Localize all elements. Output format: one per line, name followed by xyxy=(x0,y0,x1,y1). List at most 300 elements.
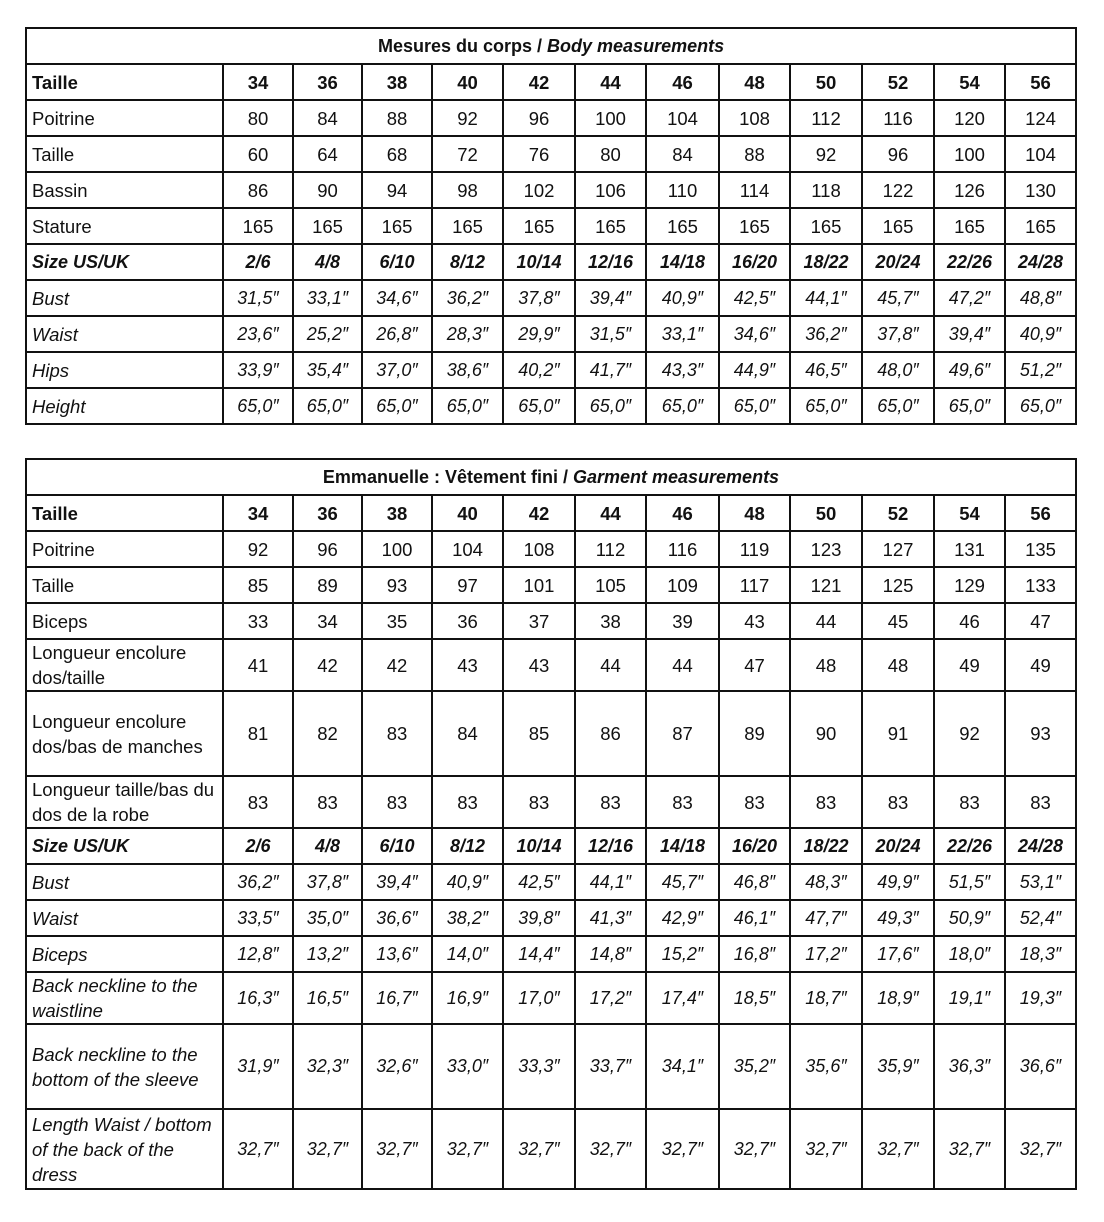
table-cell: 165 xyxy=(934,208,1005,244)
table-cell: 32,7″ xyxy=(362,1109,432,1189)
table-cell: 82 xyxy=(293,691,362,776)
table-cell: 18/22 xyxy=(790,828,862,864)
table-cell: 100 xyxy=(362,531,432,567)
table-cell: 86 xyxy=(223,172,293,208)
table-cell: 23,6″ xyxy=(223,316,293,352)
table-cell: 2/6 xyxy=(223,244,293,280)
table-cell: 97 xyxy=(432,567,503,603)
table-cell: 84 xyxy=(293,100,362,136)
table-cell: 32,7″ xyxy=(293,1109,362,1189)
table-cell: 12/16 xyxy=(575,244,646,280)
table-cell: 20/24 xyxy=(862,828,934,864)
table-cell: 92 xyxy=(432,100,503,136)
table-cell: 165 xyxy=(646,208,719,244)
body-table-title xyxy=(26,28,1076,64)
table-cell: 104 xyxy=(432,531,503,567)
table-cell: 165 xyxy=(1005,208,1076,244)
row-label-stature: Stature xyxy=(26,208,223,244)
table-cell: 84 xyxy=(432,691,503,776)
table-cell: 50 xyxy=(790,495,862,531)
table-cell: 34 xyxy=(223,495,293,531)
table-cell: 32,7″ xyxy=(1005,1109,1076,1189)
table-cell: 42 xyxy=(293,639,362,691)
table-cell: 101 xyxy=(503,567,575,603)
table-cell: 39,4″ xyxy=(934,316,1005,352)
table-row xyxy=(26,64,1076,100)
table-cell: 83 xyxy=(293,776,362,828)
table-cell: 38,2″ xyxy=(432,900,503,936)
table-cell: 104 xyxy=(646,100,719,136)
table-cell: 94 xyxy=(362,172,432,208)
table-cell: 135 xyxy=(1005,531,1076,567)
table-cell: 40,2″ xyxy=(503,352,575,388)
table-cell: 51,2″ xyxy=(1005,352,1076,388)
table-cell: 15,2″ xyxy=(646,936,719,972)
table-cell: 24/28 xyxy=(1005,828,1076,864)
table-cell: 34,1″ xyxy=(646,1024,719,1109)
table-cell: 112 xyxy=(575,531,646,567)
table-cell: 80 xyxy=(575,136,646,172)
table-cell: 8/12 xyxy=(432,244,503,280)
table-cell: 40 xyxy=(432,495,503,531)
table-cell: 84 xyxy=(646,136,719,172)
table-cell: 106 xyxy=(575,172,646,208)
table-cell: 36,6″ xyxy=(362,900,432,936)
table-cell: 14/18 xyxy=(646,244,719,280)
table-cell: 48 xyxy=(719,495,790,531)
table-cell: 65,0″ xyxy=(362,388,432,424)
table-cell: 41,7″ xyxy=(575,352,646,388)
table-cell: 54 xyxy=(934,64,1005,100)
table-cell: 165 xyxy=(432,208,503,244)
table-cell: 49 xyxy=(934,639,1005,691)
table-cell: 165 xyxy=(223,208,293,244)
table-cell: 83 xyxy=(719,776,790,828)
table-cell: 33,7″ xyxy=(575,1024,646,1109)
table-cell: 88 xyxy=(719,136,790,172)
table-cell: 50 xyxy=(790,64,862,100)
table-cell: 31,5″ xyxy=(575,316,646,352)
table-cell: 116 xyxy=(862,100,934,136)
table-row xyxy=(26,1024,1076,1109)
table-cell: 54 xyxy=(934,495,1005,531)
table-cell: 37,8″ xyxy=(293,864,362,900)
table-cell: 50,9″ xyxy=(934,900,1005,936)
table-cell: 51,5″ xyxy=(934,864,1005,900)
table-cell: 83 xyxy=(362,776,432,828)
table-cell: 37,8″ xyxy=(862,316,934,352)
table-cell: 45 xyxy=(862,603,934,639)
table-cell: 80 xyxy=(223,100,293,136)
table-row xyxy=(26,691,1076,776)
table-cell: 83 xyxy=(862,776,934,828)
row-label-bassin: Bassin xyxy=(26,172,223,208)
table-row xyxy=(26,531,1076,567)
table-cell: 93 xyxy=(1005,691,1076,776)
table-cell: 32,7″ xyxy=(790,1109,862,1189)
table-cell: 33,1″ xyxy=(293,280,362,316)
table-cell: 65,0″ xyxy=(293,388,362,424)
table-cell: 49,9″ xyxy=(862,864,934,900)
table-cell: 83 xyxy=(646,776,719,828)
table-cell: 53,1″ xyxy=(1005,864,1076,900)
table-cell: 36,2″ xyxy=(790,316,862,352)
table-cell: 165 xyxy=(362,208,432,244)
table-cell: 52 xyxy=(862,64,934,100)
table-cell: 45,7″ xyxy=(862,280,934,316)
table-cell: 93 xyxy=(362,567,432,603)
table-cell: 42,5″ xyxy=(719,280,790,316)
table-cell: 165 xyxy=(575,208,646,244)
table-row xyxy=(26,388,1076,424)
table-cell: 43 xyxy=(503,639,575,691)
table-cell: 32,7″ xyxy=(646,1109,719,1189)
table-cell: 33,0″ xyxy=(432,1024,503,1109)
table-cell: 46,5″ xyxy=(790,352,862,388)
table-cell: 35,6″ xyxy=(790,1024,862,1109)
table-row xyxy=(26,864,1076,900)
table-cell: 16,5″ xyxy=(293,972,362,1024)
row-label-bust: Bust xyxy=(26,864,223,900)
table-cell: 41 xyxy=(223,639,293,691)
table-cell: 49 xyxy=(1005,639,1076,691)
table-cell: 10/14 xyxy=(503,244,575,280)
garment-table-title xyxy=(26,459,1076,495)
table-cell: 43,3″ xyxy=(646,352,719,388)
row-label-poitrine: Poitrine xyxy=(26,531,223,567)
row-label-longueur-taille-bas-du-dos-de-la-robe: Longueur taille/bas du dos de la robe xyxy=(26,776,223,828)
row-label-longueur-encolure-dos-bas-de-manches: Longueur encolure dos/bas de manches xyxy=(26,691,223,776)
table-cell: 33,1″ xyxy=(646,316,719,352)
table-cell: 22/26 xyxy=(934,244,1005,280)
table-cell: 40 xyxy=(432,64,503,100)
table-cell: 44 xyxy=(790,603,862,639)
table-cell: 105 xyxy=(575,567,646,603)
table-cell: 92 xyxy=(790,136,862,172)
table-cell: 17,4″ xyxy=(646,972,719,1024)
table-cell: 85 xyxy=(223,567,293,603)
table-cell: 125 xyxy=(862,567,934,603)
table-cell: 165 xyxy=(862,208,934,244)
table-cell: 117 xyxy=(719,567,790,603)
table-cell: 8/12 xyxy=(432,828,503,864)
table-cell: 83 xyxy=(934,776,1005,828)
table-cell: 65,0″ xyxy=(790,388,862,424)
table-cell: 18/22 xyxy=(790,244,862,280)
table-cell: 44,1″ xyxy=(575,864,646,900)
table-row xyxy=(26,567,1076,603)
body-measurements-body xyxy=(26,28,1076,424)
table-cell: 46 xyxy=(646,495,719,531)
table-cell: 20/24 xyxy=(862,244,934,280)
table-cell: 14,8″ xyxy=(575,936,646,972)
table-cell: 12,8″ xyxy=(223,936,293,972)
row-label-size-us-uk: Size US/UK xyxy=(26,244,223,280)
table-cell: 114 xyxy=(719,172,790,208)
table-cell: 47 xyxy=(1005,603,1076,639)
table-cell: 87 xyxy=(646,691,719,776)
table-row xyxy=(26,495,1076,531)
title-en: Body measurements xyxy=(547,35,725,56)
row-label-biceps: Biceps xyxy=(26,603,223,639)
table-cell: 35,2″ xyxy=(719,1024,790,1109)
table-cell: 76 xyxy=(503,136,575,172)
table-cell: 165 xyxy=(719,208,790,244)
table-cell: 46,8″ xyxy=(719,864,790,900)
table-row xyxy=(26,639,1076,691)
row-label-taille: Taille xyxy=(26,136,223,172)
table-cell: 16,8″ xyxy=(719,936,790,972)
table-cell: 48 xyxy=(862,639,934,691)
table-cell: 108 xyxy=(503,531,575,567)
table-cell: 33,5″ xyxy=(223,900,293,936)
table-cell: 44 xyxy=(575,639,646,691)
table-cell: 24/28 xyxy=(1005,244,1076,280)
table-cell: 31,9″ xyxy=(223,1024,293,1109)
table-cell: 65,0″ xyxy=(862,388,934,424)
table-cell: 4/8 xyxy=(293,828,362,864)
table-cell: 18,3″ xyxy=(1005,936,1076,972)
table-cell: 40,9″ xyxy=(646,280,719,316)
table-cell: 131 xyxy=(934,531,1005,567)
table-cell: 110 xyxy=(646,172,719,208)
table-cell: 52,4″ xyxy=(1005,900,1076,936)
table-cell: 41,3″ xyxy=(575,900,646,936)
table-cell: 18,5″ xyxy=(719,972,790,1024)
table-cell: 130 xyxy=(1005,172,1076,208)
table-cell: 17,2″ xyxy=(790,936,862,972)
table-cell: 116 xyxy=(646,531,719,567)
table-row xyxy=(26,900,1076,936)
table-cell: 121 xyxy=(790,567,862,603)
table-row xyxy=(26,603,1076,639)
table-cell: 32,3″ xyxy=(293,1024,362,1109)
table-cell: 48,3″ xyxy=(790,864,862,900)
table-cell: 39 xyxy=(646,603,719,639)
body-measurements-table xyxy=(25,27,1077,425)
title-en: Garment measurements xyxy=(572,466,780,487)
table-cell: 38 xyxy=(362,495,432,531)
table-cell: 22/26 xyxy=(934,828,1005,864)
table-cell: 31,5″ xyxy=(223,280,293,316)
table-cell: 56 xyxy=(1005,64,1076,100)
table-cell: 91 xyxy=(862,691,934,776)
table-cell: 39,4″ xyxy=(575,280,646,316)
table-cell: 118 xyxy=(790,172,862,208)
table-cell: 16/20 xyxy=(719,244,790,280)
row-label-back-neckline-to-the-bottom-of-the-sleeve: Back neckline to the bottom of the sleeve xyxy=(26,1024,223,1109)
table-cell: 65,0″ xyxy=(934,388,1005,424)
table-cell: 10/14 xyxy=(503,828,575,864)
table-cell: 52 xyxy=(862,495,934,531)
table-row xyxy=(26,972,1076,1024)
table-cell: 92 xyxy=(934,691,1005,776)
table-cell: 83 xyxy=(790,776,862,828)
table-cell: 32,7″ xyxy=(934,1109,1005,1189)
table-cell: 2/6 xyxy=(223,828,293,864)
row-label-waist: Waist xyxy=(26,900,223,936)
table-cell: 96 xyxy=(503,100,575,136)
table-cell: 19,3″ xyxy=(1005,972,1076,1024)
row-label-hips: Hips xyxy=(26,352,223,388)
table-cell: 43 xyxy=(719,603,790,639)
table-cell: 43 xyxy=(432,639,503,691)
table-cell: 83 xyxy=(432,776,503,828)
table-cell: 65,0″ xyxy=(719,388,790,424)
table-cell: 81 xyxy=(223,691,293,776)
table-cell: 32,7″ xyxy=(503,1109,575,1189)
table-cell: 100 xyxy=(575,100,646,136)
row-label-height: Height xyxy=(26,388,223,424)
table-cell: 65,0″ xyxy=(503,388,575,424)
table-cell: 42 xyxy=(503,495,575,531)
table-cell: 56 xyxy=(1005,495,1076,531)
table-cell: 16,7″ xyxy=(362,972,432,1024)
row-label-poitrine: Poitrine xyxy=(26,100,223,136)
table-cell: 64 xyxy=(293,136,362,172)
table-cell: 46,1″ xyxy=(719,900,790,936)
table-cell: 32,7″ xyxy=(719,1109,790,1189)
table-cell: 48 xyxy=(719,64,790,100)
table-cell: 33,9″ xyxy=(223,352,293,388)
garment-measurements-body xyxy=(26,459,1076,1189)
table-cell: 18,9″ xyxy=(862,972,934,1024)
table-row xyxy=(26,172,1076,208)
table-cell: 28,3″ xyxy=(432,316,503,352)
table-cell: 90 xyxy=(293,172,362,208)
table-cell: 4/8 xyxy=(293,244,362,280)
table-cell: 33,3″ xyxy=(503,1024,575,1109)
table-cell: 12/16 xyxy=(575,828,646,864)
table-cell: 47,2″ xyxy=(934,280,1005,316)
table-title-row xyxy=(26,459,1076,495)
table-cell: 13,2″ xyxy=(293,936,362,972)
title-fr: Emmanuelle : Vêtement fini / xyxy=(322,466,573,487)
table-cell: 40,9″ xyxy=(432,864,503,900)
table-cell: 32,6″ xyxy=(362,1024,432,1109)
table-cell: 65,0″ xyxy=(646,388,719,424)
row-label-biceps: Biceps xyxy=(26,936,223,972)
table-cell: 44,9″ xyxy=(719,352,790,388)
table-cell: 16,3″ xyxy=(223,972,293,1024)
table-cell: 42,9″ xyxy=(646,900,719,936)
table-cell: 42 xyxy=(503,64,575,100)
table-row xyxy=(26,776,1076,828)
table-cell: 36 xyxy=(432,603,503,639)
table-cell: 48,0″ xyxy=(862,352,934,388)
table-cell: 44 xyxy=(646,639,719,691)
table-cell: 36,2″ xyxy=(223,864,293,900)
table-cell: 100 xyxy=(934,136,1005,172)
table-row xyxy=(26,136,1076,172)
table-cell: 36,2″ xyxy=(432,280,503,316)
row-label-bust: Bust xyxy=(26,280,223,316)
table-cell: 123 xyxy=(790,531,862,567)
table-cell: 34 xyxy=(223,64,293,100)
row-label-taille: Taille xyxy=(26,567,223,603)
table-cell: 37,8″ xyxy=(503,280,575,316)
table-cell: 18,0″ xyxy=(934,936,1005,972)
table-cell: 29,9″ xyxy=(503,316,575,352)
table-cell: 119 xyxy=(719,531,790,567)
table-cell: 83 xyxy=(503,776,575,828)
table-cell: 33 xyxy=(223,603,293,639)
table-cell: 92 xyxy=(223,531,293,567)
table-cell: 17,6″ xyxy=(862,936,934,972)
table-cell: 6/10 xyxy=(362,244,432,280)
table-cell: 35,0″ xyxy=(293,900,362,936)
table-row xyxy=(26,280,1076,316)
table-cell: 104 xyxy=(1005,136,1076,172)
title-fr: Mesures du corps / xyxy=(377,35,548,56)
table-cell: 32,7″ xyxy=(862,1109,934,1189)
table-cell: 122 xyxy=(862,172,934,208)
table-cell: 32,7″ xyxy=(575,1109,646,1189)
table-cell: 65,0″ xyxy=(432,388,503,424)
table-cell: 36,6″ xyxy=(1005,1024,1076,1109)
table-cell: 14,0″ xyxy=(432,936,503,972)
table-cell: 34 xyxy=(293,603,362,639)
table-cell: 65,0″ xyxy=(575,388,646,424)
table-cell: 35 xyxy=(362,603,432,639)
table-cell: 6/10 xyxy=(362,828,432,864)
table-cell: 37 xyxy=(503,603,575,639)
table-cell: 65,0″ xyxy=(1005,388,1076,424)
table-cell: 36,3″ xyxy=(934,1024,1005,1109)
table-cell: 83 xyxy=(223,776,293,828)
table-row xyxy=(26,208,1076,244)
table-cell: 38,6″ xyxy=(432,352,503,388)
table-cell: 89 xyxy=(293,567,362,603)
table-cell: 86 xyxy=(575,691,646,776)
table-cell: 36 xyxy=(293,495,362,531)
table-cell: 96 xyxy=(862,136,934,172)
table-cell: 18,7″ xyxy=(790,972,862,1024)
table-cell: 44 xyxy=(575,64,646,100)
table-cell: 16/20 xyxy=(719,828,790,864)
table-cell: 17,0″ xyxy=(503,972,575,1024)
table-cell: 49,3″ xyxy=(862,900,934,936)
row-label-length-waist-bottom-of-the-back-of-the-dress: Length Waist / bottom of the back of the dress xyxy=(26,1109,223,1189)
table-cell: 42 xyxy=(362,639,432,691)
table-cell: 127 xyxy=(862,531,934,567)
table-cell: 17,2″ xyxy=(575,972,646,1024)
row-label-waist: Waist xyxy=(26,316,223,352)
table-cell: 98 xyxy=(432,172,503,208)
table-cell: 65,0″ xyxy=(223,388,293,424)
table-cell: 13,6″ xyxy=(362,936,432,972)
garment-measurements-table xyxy=(25,458,1077,1190)
table-cell: 90 xyxy=(790,691,862,776)
table-cell: 36 xyxy=(293,64,362,100)
row-label-taille: Taille xyxy=(26,64,223,100)
table-cell: 34,6″ xyxy=(719,316,790,352)
table-cell: 83 xyxy=(362,691,432,776)
table-cell: 68 xyxy=(362,136,432,172)
table-cell: 47,7″ xyxy=(790,900,862,936)
row-label-size-us-uk: Size US/UK xyxy=(26,828,223,864)
table-row xyxy=(26,244,1076,280)
table-row xyxy=(26,936,1076,972)
table-cell: 83 xyxy=(575,776,646,828)
table-cell: 72 xyxy=(432,136,503,172)
table-title-row xyxy=(26,28,1076,64)
table-cell: 129 xyxy=(934,567,1005,603)
table-cell: 165 xyxy=(790,208,862,244)
table-cell: 102 xyxy=(503,172,575,208)
table-cell: 46 xyxy=(646,64,719,100)
table-cell: 34,6″ xyxy=(362,280,432,316)
